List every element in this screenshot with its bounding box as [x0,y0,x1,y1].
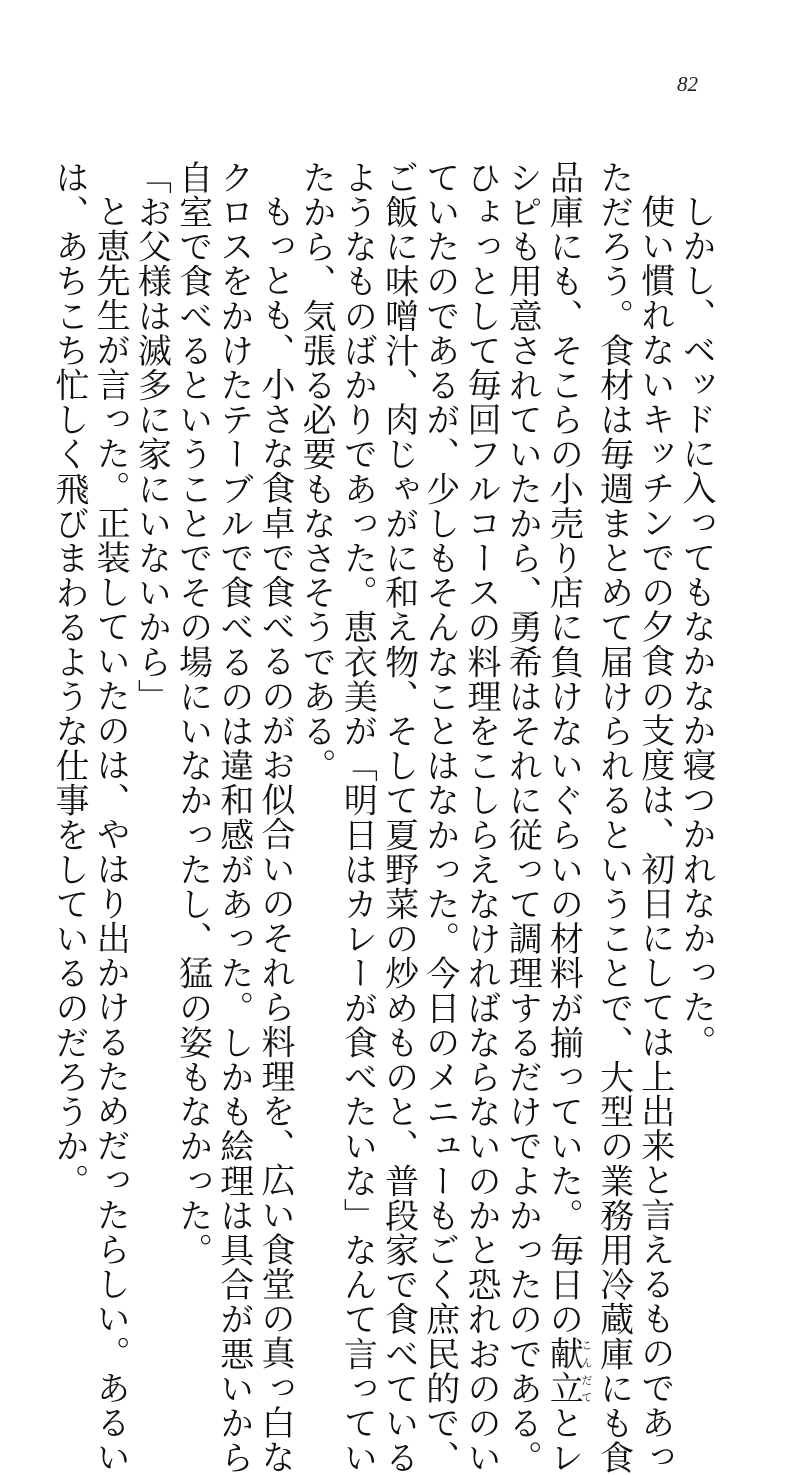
ruby-word [543,1336,593,1406]
text-line: ていたのであるが、少しもそんなことはなかった。今日のメニューもごく庶民的で、 [419,160,460,1475]
text-line: 「お父様は滅多に家にいないから」 [131,160,172,714]
text-line-part: 品庫にも、そこらの小売り店に負けないぐらいの材料が揃っていた。毎日の [543,160,584,1337]
text-line: は、あちこち忙しく飛びまわるような仕事をしているのだろうか。 [48,160,89,1198]
text-line: と恵先生が言った。正装していたのは、やはり出かけるためだったらしい。あるい [90,194,131,1475]
text-line: しかし、ベッドに入ってもなかなか寝つかれなかった。 [676,194,716,1059]
text-line [542,160,593,1475]
text-line: 使い慣れないキッチンでの夕食の支度は、初日にしては上出来と言えるものであっ [634,194,675,1475]
ruby-reading: こんだて [579,1336,593,1406]
body-text [48,160,716,1475]
text-line: ようなものばかりであった。恵衣美が「明日はカレーが食べたいな」なんて言ってい [337,160,378,1475]
text-line: シピも用意されていたから、勇希はそれに従って調理するだけでよかったのである。 [502,160,543,1475]
text-line: たから、気張る必要もなさそうである。 [296,160,337,783]
text-line: ひょっとして毎回フルコースの料理をこしらえなければならないのかと恐れおののい [460,160,501,1475]
page-number: 82 [677,72,698,96]
text-line: クロスをかけたテーブルで食べるのは違和感があった。しかも絵理は具合が悪いから [213,160,254,1475]
text-line: ただろう。食材は毎週まとめて届けられるということで、大型の業務用冷蔵庫にも食 [593,160,634,1475]
ruby-base: 献立 [543,1336,584,1406]
text-line: 自室で食べるということでその場にいなかったし、猛の姿もなかった。 [172,160,213,1268]
text-line: もっとも、小さな食卓で食べるのがお似合いのそれら料理を、広い食堂の真っ白な [254,194,295,1475]
text-line: ご飯に味噌汁、肉じゃがに和え物、そして夏野菜の炒めものと、普段家で食べている [378,160,419,1475]
text-line-part: とレ [543,1405,584,1475]
